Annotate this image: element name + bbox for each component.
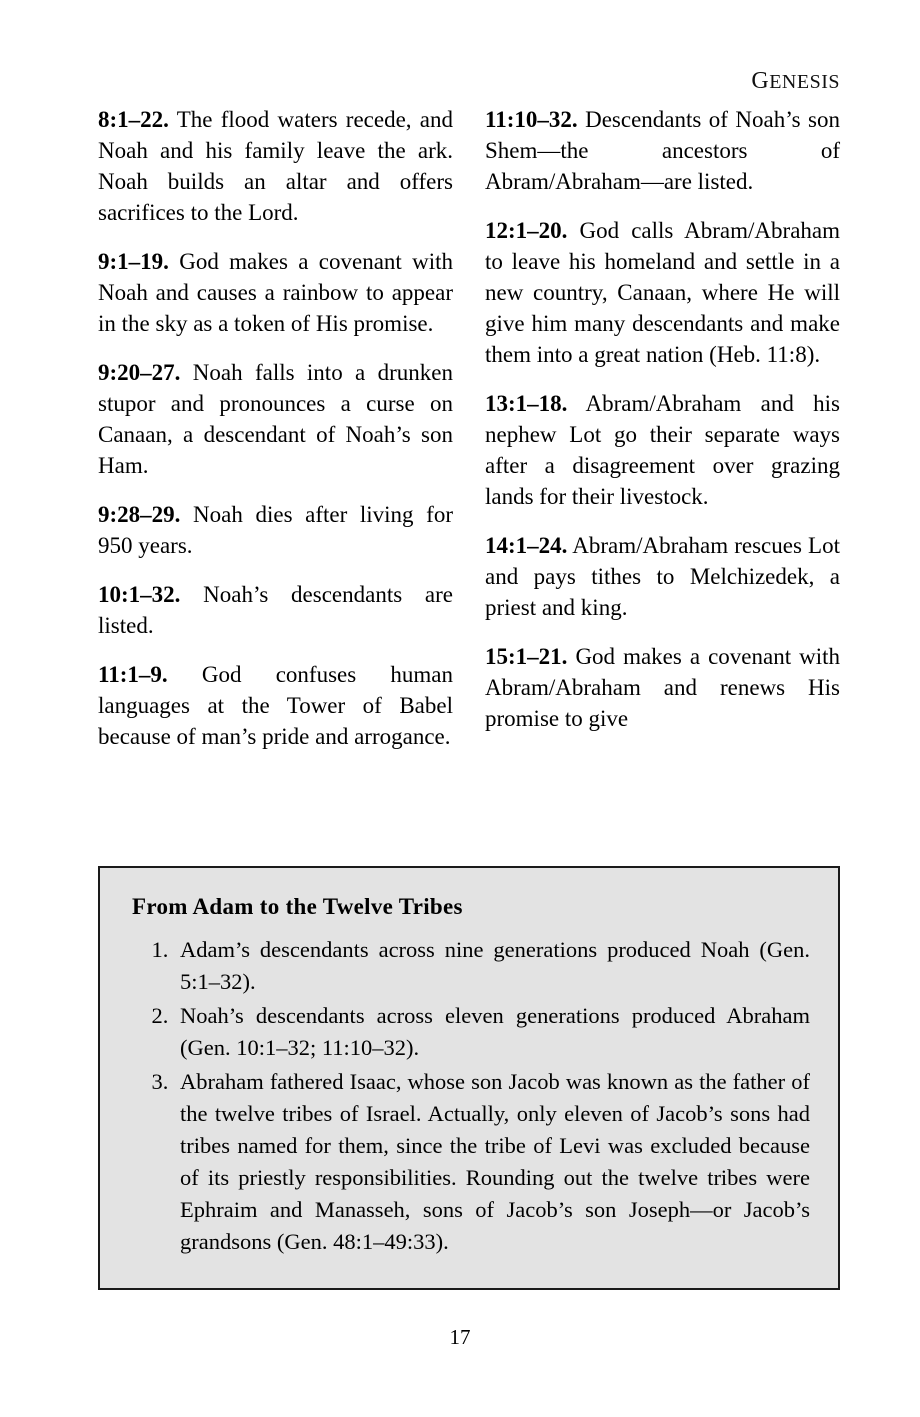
entry-reference: 11:10–32. bbox=[485, 107, 578, 132]
entry bbox=[485, 104, 840, 197]
entry bbox=[485, 215, 840, 370]
callout-list bbox=[128, 934, 810, 1258]
entry bbox=[98, 104, 453, 228]
column-left bbox=[98, 104, 453, 770]
entry-text: The flood waters recede, and Noah and his family leave the ark. Noah builds an altar and offers sacrifices to the Lord. bbox=[98, 107, 453, 225]
entry-text: Noah dies after living for 950 years. bbox=[98, 502, 453, 558]
entry-reference: 10:1–32. bbox=[98, 582, 181, 607]
entry-text: Abram/Abraham rescues Lot and pays tithes to Melchizedek, a priest and king. bbox=[485, 533, 840, 620]
entry bbox=[98, 246, 453, 339]
list-item: 3. Abraham fathered Isaac, whose son Jacob was known as the father of the twelve tribes of Israel. Actually, only eleven of Jacob’s sons had tribes named for them, since the tribe of Levi was excluded because of its priestly responsibilities. Rounding out the twelve tribes were Ephraim and Manasseh, sons of Jacob’s son Joseph—or Jacob’s grandsons (Gen. 48:1–49:33). bbox=[174, 1066, 810, 1258]
entry-reference: 9:1–19. bbox=[98, 249, 169, 274]
running-head-initial: G bbox=[751, 68, 770, 94]
entry-reference: 11:1–9. bbox=[98, 662, 168, 687]
entry-text: Noah falls into a drunken stupor and pronounces a curse on Canaan, a descendant of Noah’s son Ham. bbox=[98, 360, 453, 478]
entry-reference: 8:1–22. bbox=[98, 107, 169, 132]
entry bbox=[98, 357, 453, 481]
entry-text: God makes a covenant with Noah and causes a rainbow to appear in the sky as a token of His promise. bbox=[98, 249, 453, 336]
entry-reference: 14:1–24. bbox=[485, 533, 568, 558]
entry-reference: 9:28–29. bbox=[98, 502, 181, 527]
list-item: 2. Noah’s descendants across eleven generations produced Abraham (Gen. 10:1–32; 11:10–32). bbox=[174, 1000, 810, 1064]
entry-reference: 13:1–18. bbox=[485, 391, 568, 416]
entry-text: Descendants of Noah’s son Shem—the ancestors of Abram/Abraham—are listed. bbox=[485, 107, 840, 194]
entry bbox=[485, 388, 840, 512]
entry-reference: 9:20–27. bbox=[98, 360, 181, 385]
running-head-rest: ENESIS bbox=[769, 71, 840, 93]
page-number: 17 bbox=[449, 1325, 471, 1349]
entry bbox=[98, 579, 453, 641]
entry bbox=[98, 499, 453, 561]
entry-text: God confuses human languages at the Tower of Babel because of man’s pride and arrogance. bbox=[98, 662, 453, 749]
entry-reference: 12:1–20. bbox=[485, 218, 568, 243]
running-head bbox=[751, 68, 840, 95]
list-item: 1. Adam’s descendants across nine generations produced Noah (Gen. 5:1–32). bbox=[174, 934, 810, 998]
entry-text: Noah’s descendants are listed. bbox=[98, 582, 453, 638]
entry-reference: 15:1–21. bbox=[485, 644, 568, 669]
entry bbox=[485, 641, 840, 734]
callout-title: From Adam to the Twelve Tribes bbox=[132, 894, 463, 919]
text-columns bbox=[98, 104, 840, 770]
entry bbox=[98, 659, 453, 752]
entry-text: God makes a covenant with Abram/Abraham and renews His promise to give bbox=[485, 644, 840, 731]
entry-text: Abram/Abraham and his nephew Lot go their separate ways after a disagreement over grazing lands for their livestock. bbox=[485, 391, 840, 509]
entry bbox=[485, 530, 840, 623]
entry-text: God calls Abram/Abraham to leave his homeland and settle in a new country, Canaan, where He will give him many descendants and make them into a great nation (Heb. 11:8). bbox=[485, 218, 840, 367]
sidebar-callout-box bbox=[98, 866, 840, 1290]
column-right bbox=[485, 104, 840, 770]
